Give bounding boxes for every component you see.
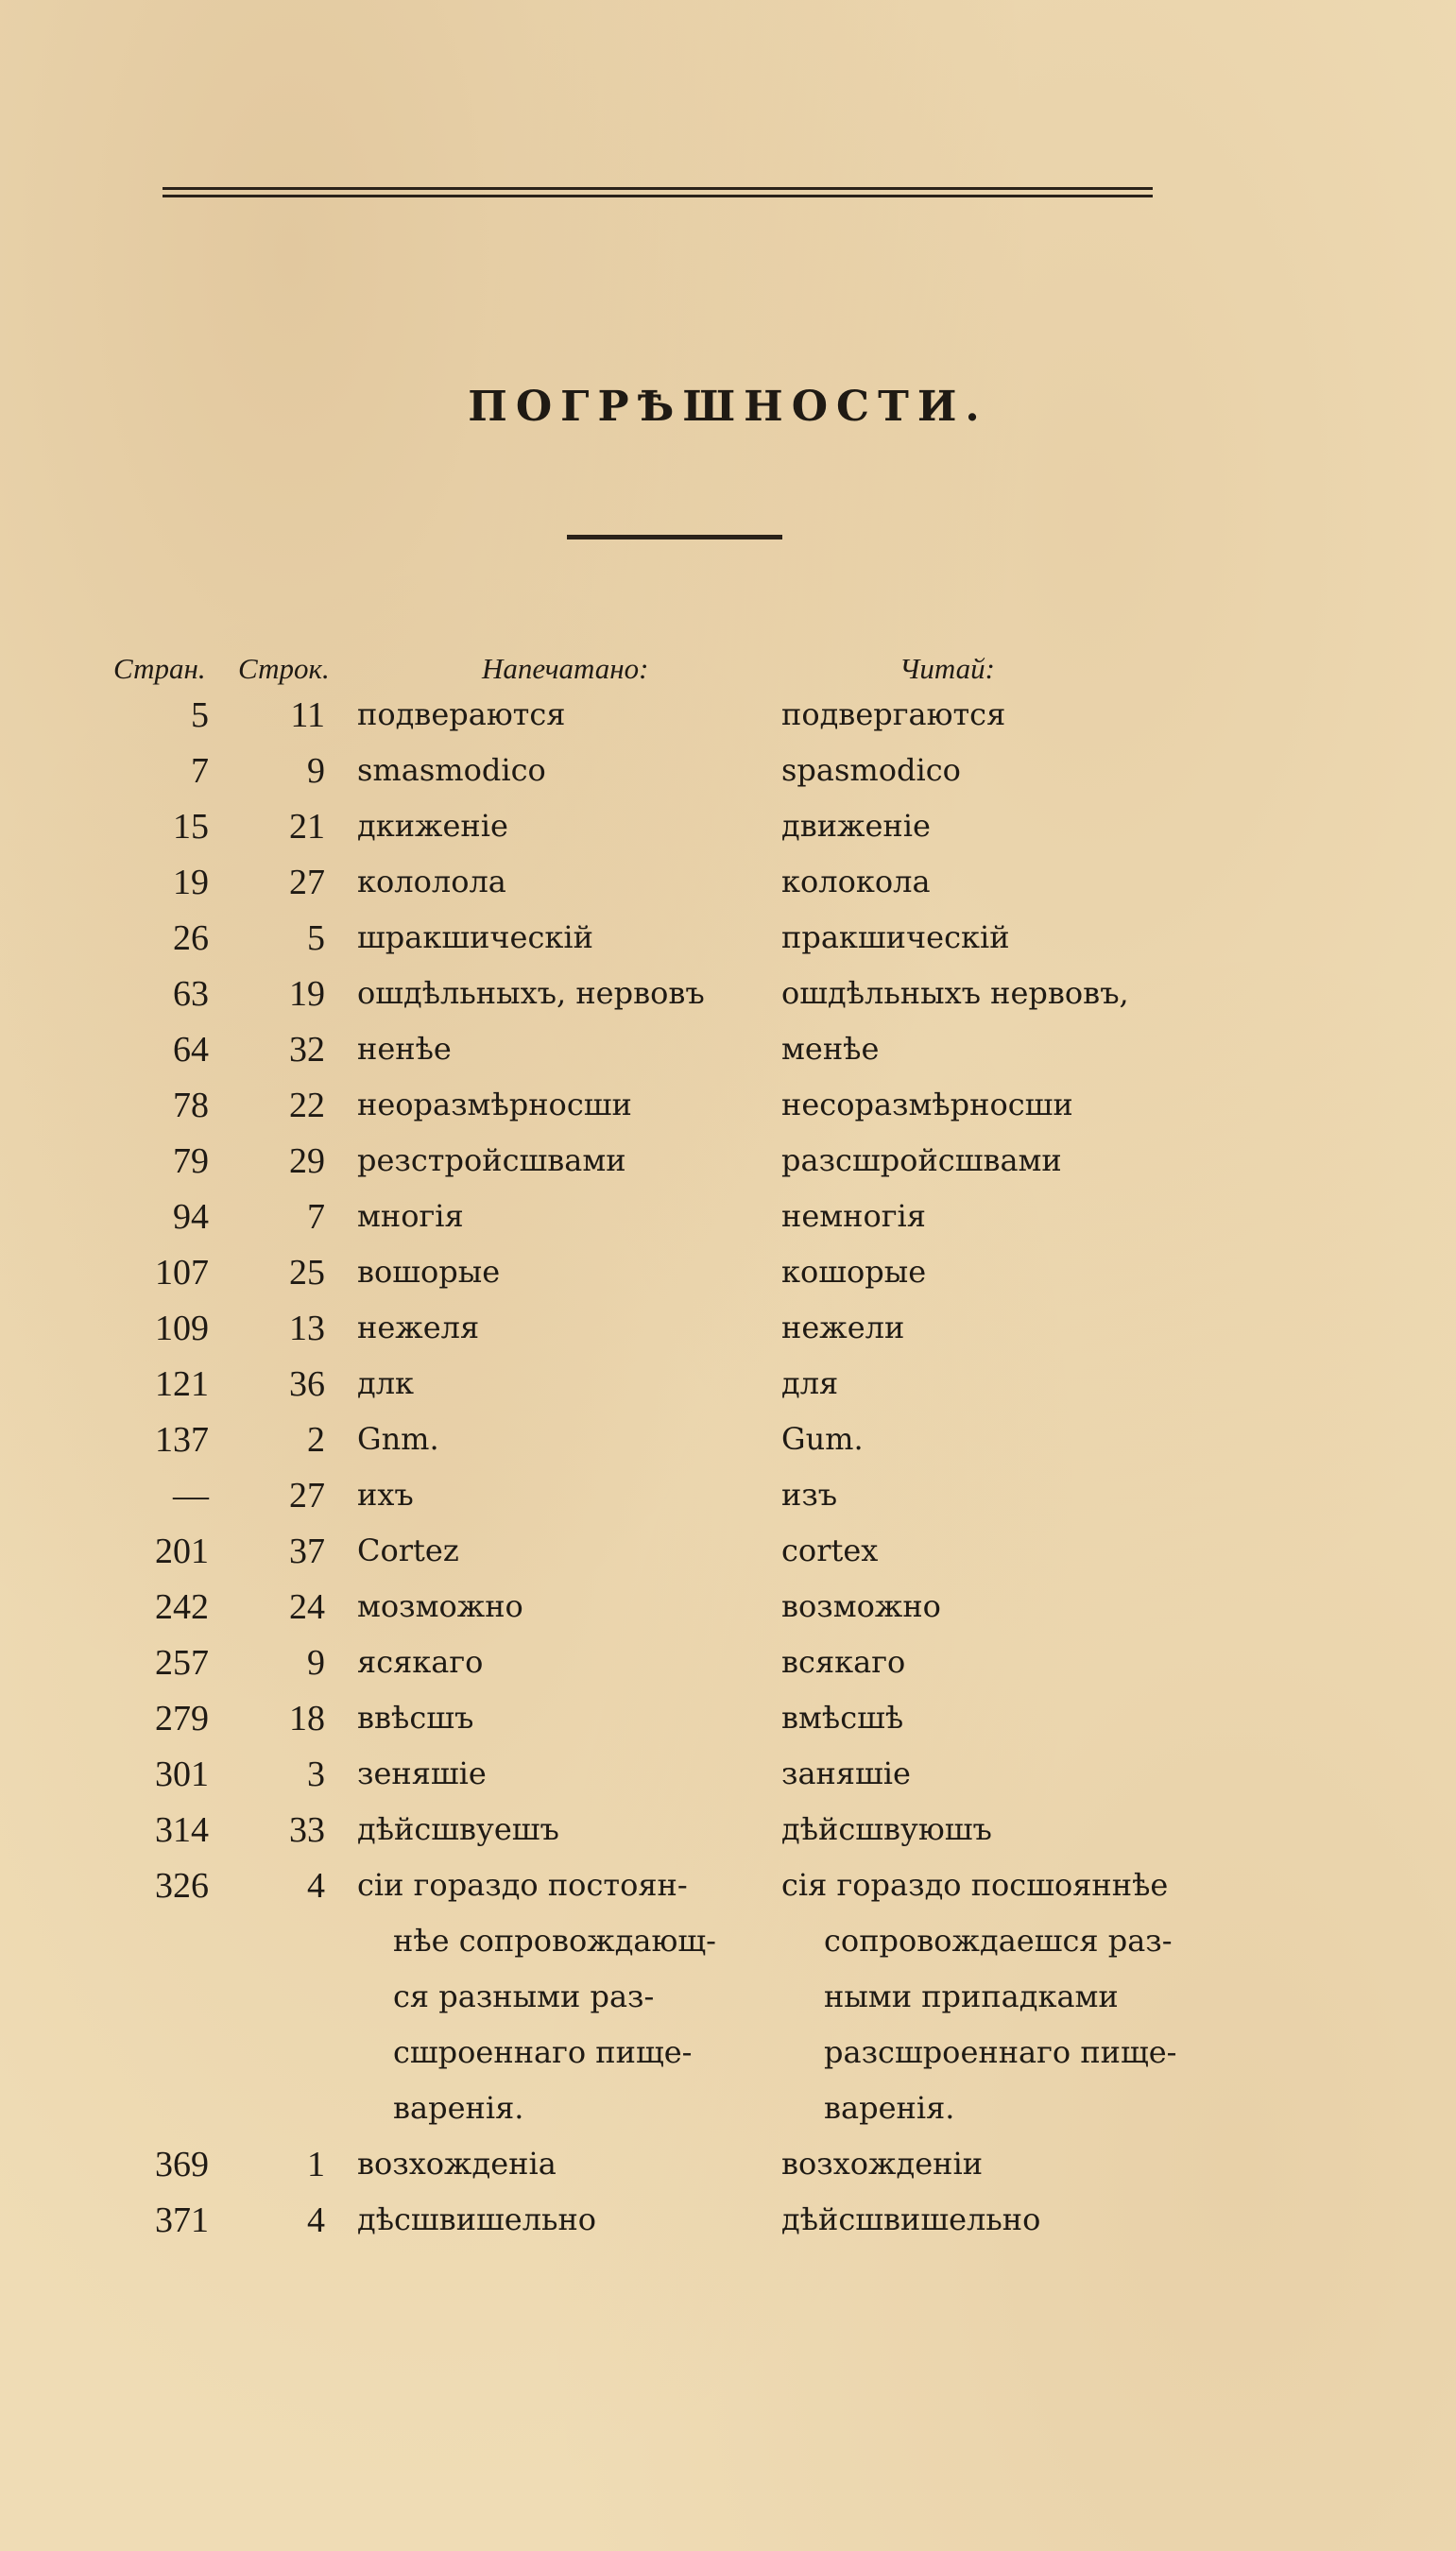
- line-number: 33: [289, 1810, 325, 1850]
- page-number: 7: [191, 751, 209, 791]
- page-number: 63: [173, 974, 209, 1014]
- errata-row: [0, 1467, 1456, 1523]
- page-number: 301: [155, 1755, 209, 1794]
- printed-text: мозможно: [357, 1588, 523, 1624]
- errata-row: [0, 1579, 1456, 1635]
- double-rule: [163, 187, 1153, 200]
- printed-text-line: сіи гораздо постоян-: [357, 1867, 688, 1903]
- line-number: 7: [307, 1197, 325, 1237]
- line-number: 18: [289, 1699, 325, 1738]
- line-number: 9: [307, 1643, 325, 1683]
- printed-text: дѣйсшвуешъ: [357, 1811, 559, 1847]
- page-number: 201: [155, 1532, 209, 1571]
- corrected-text: заняшіе: [781, 1755, 911, 1791]
- errata-row: [0, 743, 1456, 798]
- corrected-text: Gum.: [781, 1421, 864, 1457]
- page-number: 109: [155, 1309, 209, 1348]
- errata-row: [0, 1746, 1456, 1802]
- page-number: 371: [155, 2200, 209, 2240]
- errata-row: [0, 1077, 1456, 1133]
- printed-text: ихъ: [357, 1477, 414, 1513]
- line-number: 13: [289, 1309, 325, 1348]
- rule-line-top: [163, 187, 1153, 190]
- corrected-text: несоразмѣрносши: [781, 1087, 1073, 1122]
- page-number: 242: [155, 1587, 209, 1627]
- printed-text: резстройсшвами: [357, 1142, 626, 1178]
- page-title: ПОГРѢШНОСТИ.: [468, 383, 988, 431]
- corrected-text: всякаго: [781, 1644, 906, 1680]
- printed-text: ясякаго: [357, 1644, 484, 1680]
- printed-text: дкиженіе: [357, 808, 508, 844]
- errata-row: [0, 1802, 1456, 1858]
- printed-text-line: нѣе сопровождающ-: [393, 1923, 716, 1959]
- rule-line-bottom: [163, 195, 1153, 197]
- errata-row: [0, 854, 1456, 910]
- line-number: 5: [307, 918, 325, 958]
- printed-text: ненѣе: [357, 1031, 452, 1067]
- errata-row: [0, 1690, 1456, 1746]
- printed-text: возхожденіа: [357, 2146, 557, 2182]
- line-number: 11: [290, 695, 325, 735]
- page-number: 369: [155, 2145, 209, 2184]
- printed-text: Gnm.: [357, 1421, 439, 1457]
- corrected-text-line: разсшроеннаго пище-: [824, 2034, 1177, 2070]
- printed-text: Cortez: [357, 1532, 459, 1568]
- errata-row: [0, 2136, 1456, 2192]
- line-number: 9: [307, 751, 325, 791]
- corrected-text: немногія: [781, 1198, 926, 1234]
- line-number: 27: [289, 863, 325, 902]
- errata-row: [0, 1244, 1456, 1300]
- line-number: 4: [307, 2200, 325, 2240]
- line-number: 27: [289, 1476, 325, 1515]
- header-page: Стран.: [113, 652, 206, 685]
- line-number: 1: [307, 2145, 325, 2184]
- page-number: 19: [173, 863, 209, 902]
- printed-text: вошорые: [357, 1254, 501, 1290]
- line-number: 4: [307, 1866, 325, 1906]
- header-printed: Напечатано:: [482, 652, 649, 685]
- corrected-text: дѣйсшвишельно: [781, 2201, 1041, 2237]
- corrected-text-line: ными припадками: [824, 1978, 1119, 2014]
- page-number: 326: [155, 1866, 209, 1906]
- line-number: 29: [289, 1141, 325, 1181]
- printed-text: многія: [357, 1198, 464, 1234]
- errata-row: [0, 2192, 1456, 2248]
- corrected-text-line: сія гораздо посшояннѣе: [781, 1867, 1169, 1903]
- corrected-text: вмѣсшѣ: [781, 1700, 904, 1736]
- printed-text: длк: [357, 1365, 415, 1401]
- printed-text: smasmodico: [357, 752, 546, 788]
- printed-text: неоразмѣрносши: [357, 1087, 632, 1122]
- page-number: 94: [173, 1197, 209, 1237]
- page-number: 79: [173, 1141, 209, 1181]
- page-number: 107: [155, 1253, 209, 1293]
- corrected-text: движеніе: [781, 808, 931, 844]
- header-read: Читай:: [899, 652, 995, 685]
- printed-text: зеняшіе: [357, 1755, 487, 1791]
- corrected-text: пракшическій: [781, 919, 1010, 955]
- printed-text: кололола: [357, 864, 506, 899]
- corrected-text: возхожденіи: [781, 2146, 984, 2182]
- printed-text: ошдѣльныхъ, нервовъ: [357, 975, 705, 1011]
- errata-row-multiline: [0, 1858, 1456, 2136]
- line-number: 37: [289, 1532, 325, 1571]
- printed-text: ввѣсшъ: [357, 1700, 474, 1736]
- page-number: 15: [173, 807, 209, 847]
- line-number: 25: [289, 1253, 325, 1293]
- printed-text: дѣсшвишельно: [357, 2201, 597, 2237]
- corrected-text: возможно: [781, 1588, 941, 1624]
- page-number: 64: [173, 1030, 209, 1070]
- errata-row: [0, 1635, 1456, 1690]
- errata-row: [0, 910, 1456, 966]
- page-number: 78: [173, 1086, 209, 1125]
- line-number: 24: [289, 1587, 325, 1627]
- corrected-text: разсшройсшвами: [781, 1142, 1062, 1178]
- line-number: 3: [307, 1755, 325, 1794]
- line-number: 36: [289, 1364, 325, 1404]
- corrected-text: колокола: [781, 864, 931, 899]
- page-number: 314: [155, 1810, 209, 1850]
- errata-row: [0, 798, 1456, 854]
- page-number: 5: [191, 695, 209, 735]
- page-number: 121: [155, 1364, 209, 1404]
- errata-row: [0, 1523, 1456, 1579]
- corrected-text: для: [781, 1365, 839, 1401]
- line-number: 21: [289, 807, 325, 847]
- page-number: 279: [155, 1699, 209, 1738]
- corrected-text: дѣйсшвуюшъ: [781, 1811, 992, 1847]
- corrected-text: подвергаются: [781, 696, 1006, 732]
- page-number: 137: [155, 1420, 209, 1460]
- errata-row: [0, 1133, 1456, 1189]
- corrected-text: изъ: [781, 1477, 838, 1513]
- line-number: 22: [289, 1086, 325, 1125]
- errata-table: [0, 687, 1456, 2248]
- title-underline: [567, 535, 782, 539]
- printed-text-line: сшроеннаго пище-: [393, 2034, 693, 2070]
- printed-text: [357, 1858, 768, 2136]
- page-number: 257: [155, 1643, 209, 1683]
- line-number: 32: [289, 1030, 325, 1070]
- errata-row: [0, 1412, 1456, 1467]
- header-line: Строк.: [238, 652, 330, 685]
- corrected-text: ошдѣльныхъ нервовъ,: [781, 975, 1129, 1011]
- corrected-text: [781, 1858, 1225, 2136]
- page-number: —: [173, 1476, 209, 1515]
- page-number: 26: [173, 918, 209, 958]
- printed-text: подвераются: [357, 696, 566, 732]
- errata-row: [0, 1189, 1456, 1244]
- printed-text-line: ся разными раз-: [393, 1978, 655, 2014]
- printed-text: шракшическій: [357, 919, 593, 955]
- errata-row: [0, 1021, 1456, 1077]
- line-number: 19: [289, 974, 325, 1014]
- errata-row: [0, 687, 1456, 743]
- errata-row: [0, 1356, 1456, 1412]
- corrected-text: кошорые: [781, 1254, 927, 1290]
- corrected-text: нежели: [781, 1310, 905, 1345]
- printed-text-line: варенія.: [393, 2090, 524, 2126]
- corrected-text: spasmodico: [781, 752, 961, 788]
- corrected-text-line: сопровождаешся раз-: [824, 1923, 1173, 1959]
- corrected-text: менѣе: [781, 1031, 880, 1067]
- errata-row: [0, 1300, 1456, 1356]
- corrected-text-line: варенія.: [824, 2090, 955, 2126]
- corrected-text: cortex: [781, 1532, 879, 1568]
- line-number: 2: [307, 1420, 325, 1460]
- errata-row: [0, 966, 1456, 1021]
- printed-text: нежеля: [357, 1310, 480, 1345]
